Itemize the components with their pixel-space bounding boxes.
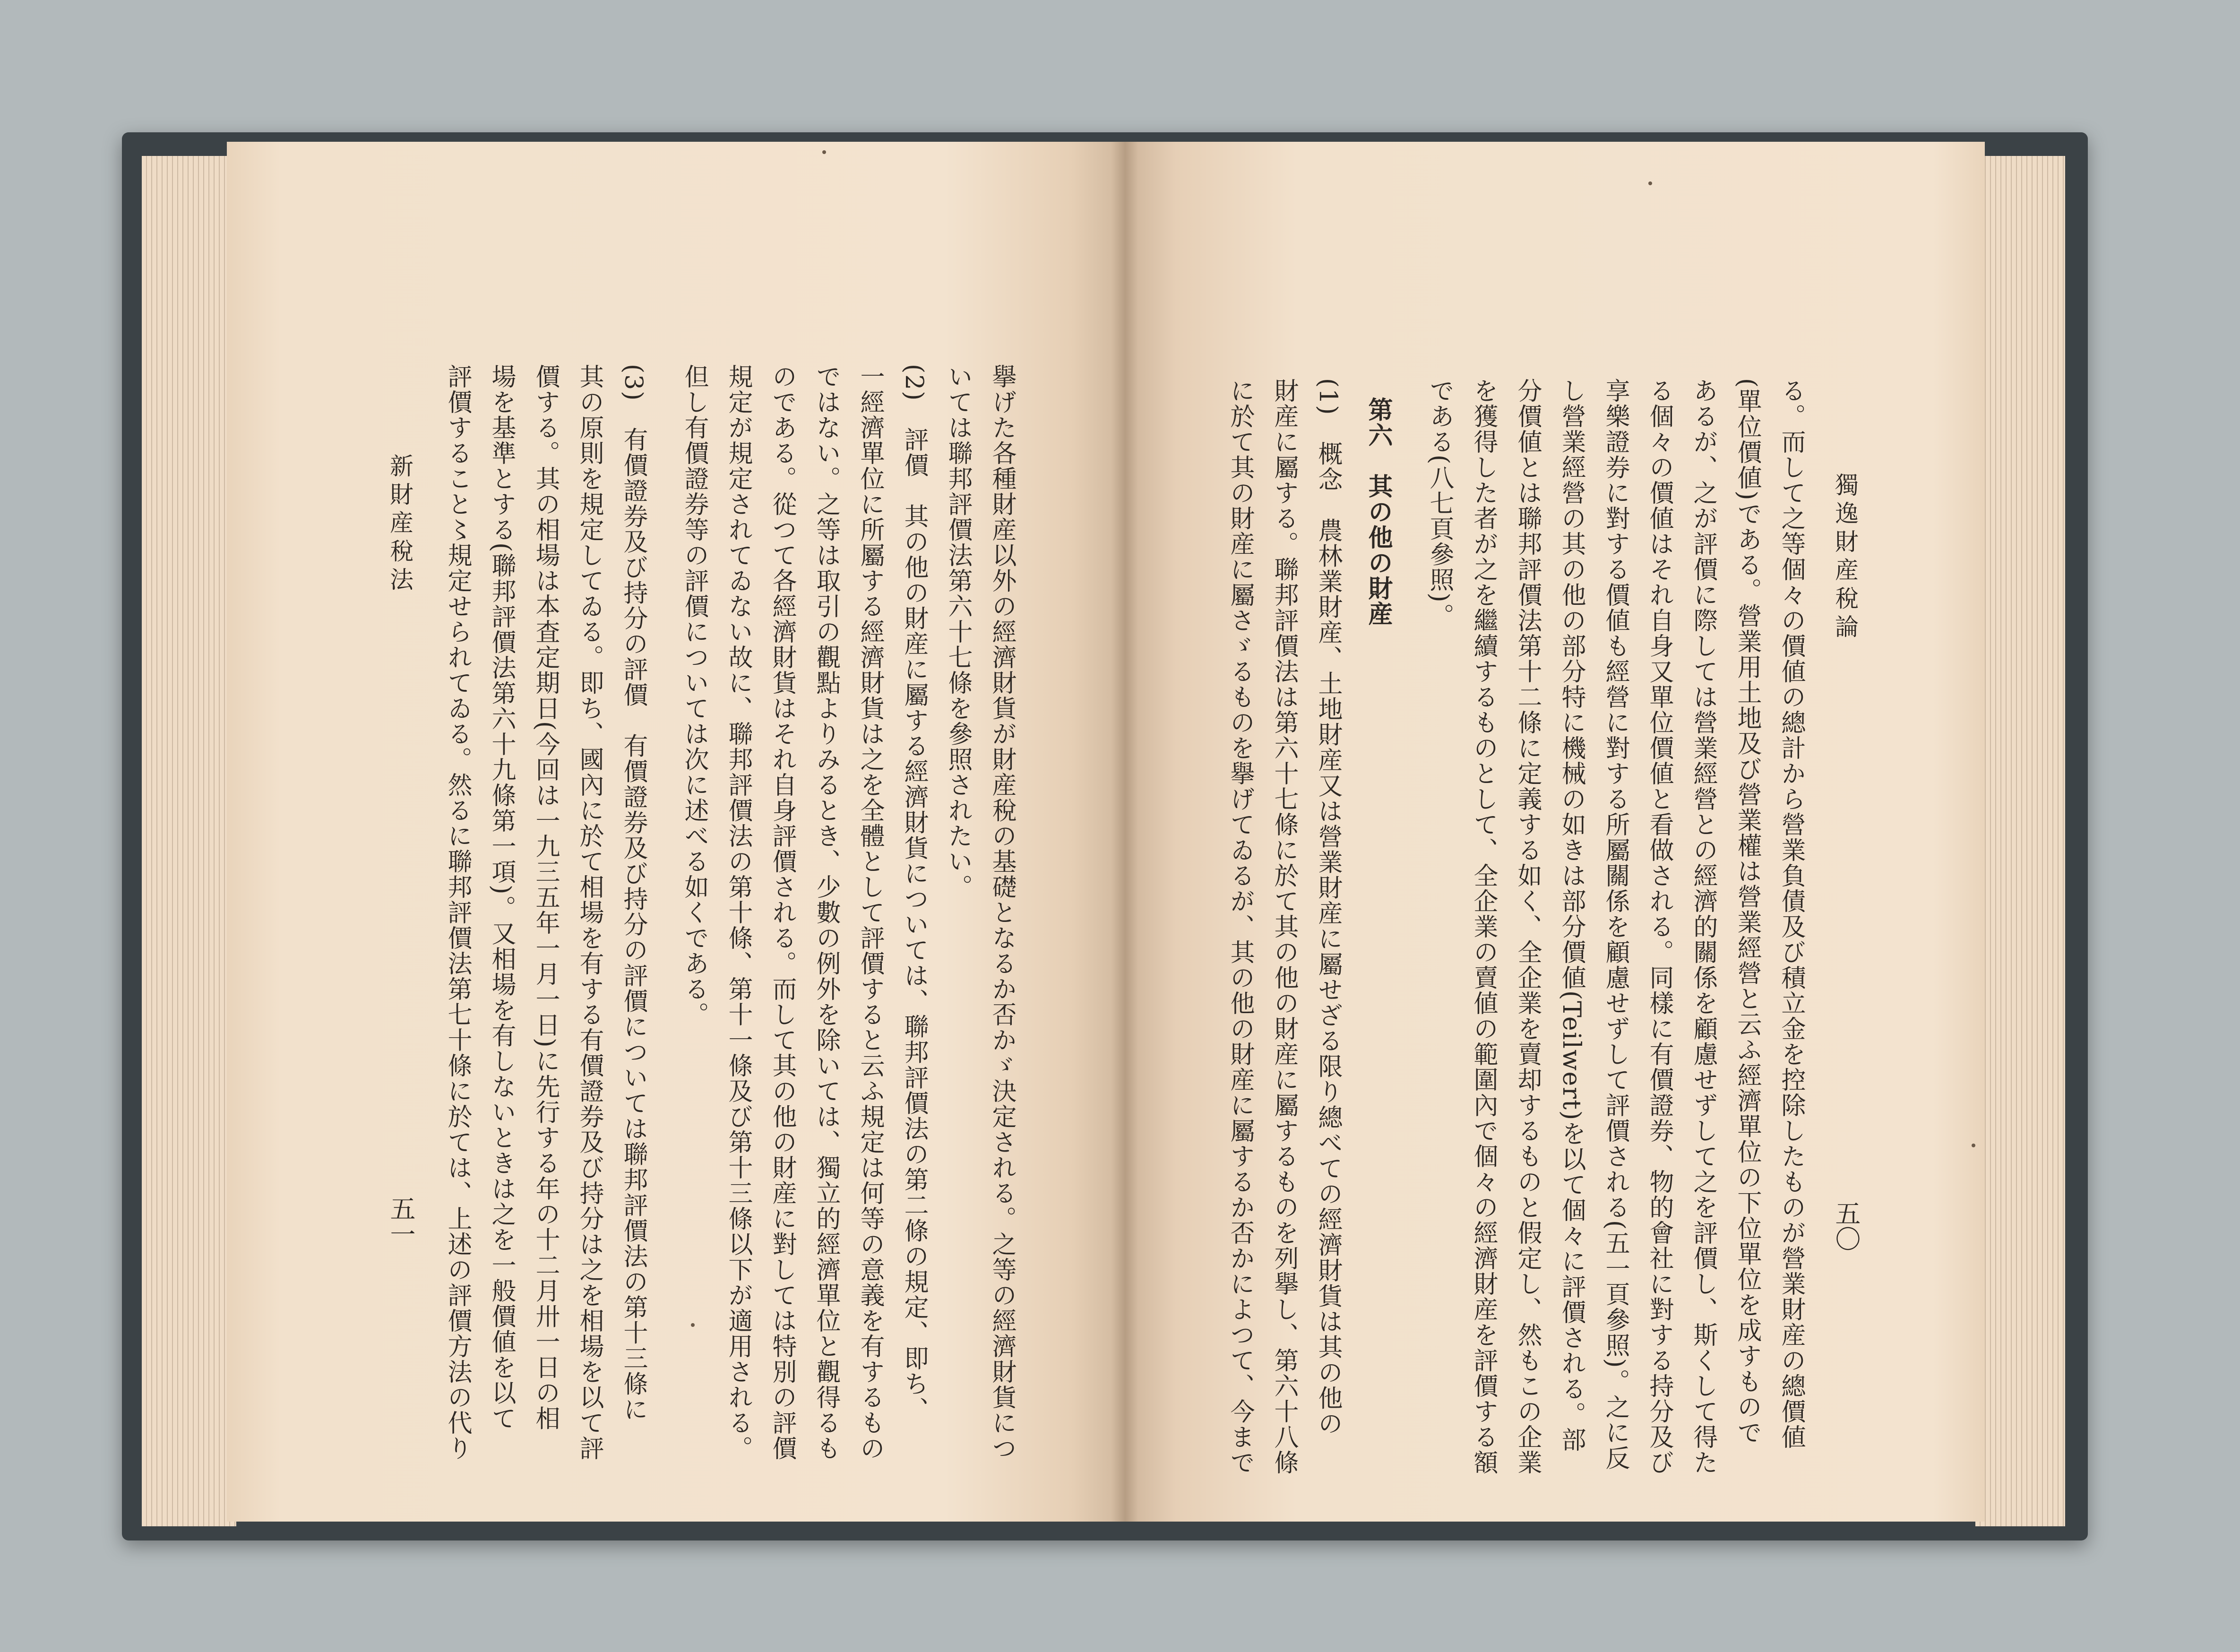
right-text-column: に於て其の財産に屬さゞるものを擧げてゐるが、其の他の財産に屬するか否かによつて、今まで (1226, 378, 1254, 1475)
left-running-head: 新財産稅法 (386, 454, 414, 595)
right-text-column: (單位價値)である。營業用土地及び營業權は營業經營と云ふ經濟單位の下位單位を成すもので (1733, 378, 1761, 1446)
paper-speck (1648, 181, 1652, 185)
left-text-column: 評價すること〻規定せられてゐる。然るに聯邦評價法第七十條に於ては、上述の評價方法の代り (443, 364, 472, 1461)
paper-speck (1972, 1144, 1975, 1147)
right-text-column: あるが、之が評價に際しては營業經營との經濟的關係を顧慮せずして之を評價し、斯くして得た (1689, 378, 1717, 1475)
right-text-column: 分價値とは聯邦評價法第十二條に定義する如く、全企業を賣却するものと假定し、然もこの企業 (1513, 378, 1542, 1475)
left-text-column: (3) 有價證券及び持分の評價 有價證券及び持分の評價については聯邦評價法の第十三條に (619, 364, 647, 1422)
paper-speck (822, 150, 826, 154)
left-text-column: 一經濟單位に所屬する經濟財貨は之を全體として評價すると云ふ規定は何等の意義を有するもの (856, 364, 884, 1461)
paper-speck (691, 1323, 695, 1327)
left-text-column: 場を基準とする(聯邦評價法第六十九條第一項)。又相場を有しないときは之を一般價値を以て (487, 364, 516, 1431)
right-text-column: (1) 概念 農林業財産、土地財産又は營業財産に屬せざる限り總べての經濟財貨は其の他の (1314, 378, 1342, 1437)
page-edges-right (1975, 156, 2065, 1526)
right-page-number: 五〇 (1831, 1200, 1861, 1251)
right-text-column: を獲得した者が之を繼續するものとして、全企業の賣値の範圍內で個々の經濟財産を評價する額 (1469, 378, 1498, 1475)
left-text-column: いては聯邦評價法第六十七條を參照されたい。 (944, 364, 972, 900)
left-text-column: 其の原則を規定してゐる。即ち、國內に於て相場を有する有價證券及び持分は之を相場を以て評 (575, 364, 603, 1461)
left-page-number: 五一 (386, 1196, 416, 1247)
left-text-column: 價する。其の相場は本査定期日(今回は一九三五年一月一日)に先行する年の十二月卅一日の相 (531, 364, 560, 1431)
right-text-column: である(八七頁參照)。 (1425, 378, 1454, 629)
right-text-column: る。而して之等個々の價値の總計から營業負債及び積立金を控除したものが營業財産の總價値 (1777, 378, 1805, 1450)
section-heading: 第六 其の他の財産 (1364, 397, 1393, 627)
book-gutter (1111, 142, 1138, 1522)
right-text-column: 享樂證券に對する價値も經營に對する所屬關係を顧慮せずして評價される(五一頁參照)。之に反 (1601, 378, 1629, 1471)
left-text-column: 擧げた各種財産以外の經濟財貨が財産稅の基礎となるか否かゞ決定される。之等の經濟財貨につ (988, 364, 1016, 1461)
right-running-head: 獨逸財産稅論 (1831, 473, 1859, 643)
right-text-column: し營業經營の其の他の部分特に機械の如きは部分價値(Teilwert)を以て個々に評價される。部 (1557, 378, 1585, 1453)
page-edges-left (142, 156, 236, 1526)
left-text-column: (2) 評價 其の他の財産に屬する經濟財貨については、聯邦評價法の第二條の規定、即ち、 (900, 364, 928, 1422)
left-text-column: のである。從つて各經濟財貨はそれ自身評價される。而して其の他の財産に對しては特別の評價 (768, 364, 796, 1461)
left-text-column: ではない。之等は取引の觀點よりみるとき、少數の例外を除いては、獨立的經濟單位と觀得るも (812, 364, 840, 1461)
right-text-column: る個々の價値はそれ自身又單位價値と看做される。同樣に有價證券、物的會社に對する持分及び (1645, 378, 1673, 1475)
left-text-column: 規定が規定されてゐない故に、聯邦評價法の第十條、第十一條及び第十三條以下が適用される。 (724, 364, 752, 1461)
left-text-column: 但し有價證券等の評價については次に述べる如くである。 (680, 364, 708, 1027)
right-text-column: 財産に屬する。聯邦評價法は第六十七條に於て其の他の財産に屬するものを列擧し、第六十八條 (1270, 378, 1298, 1475)
